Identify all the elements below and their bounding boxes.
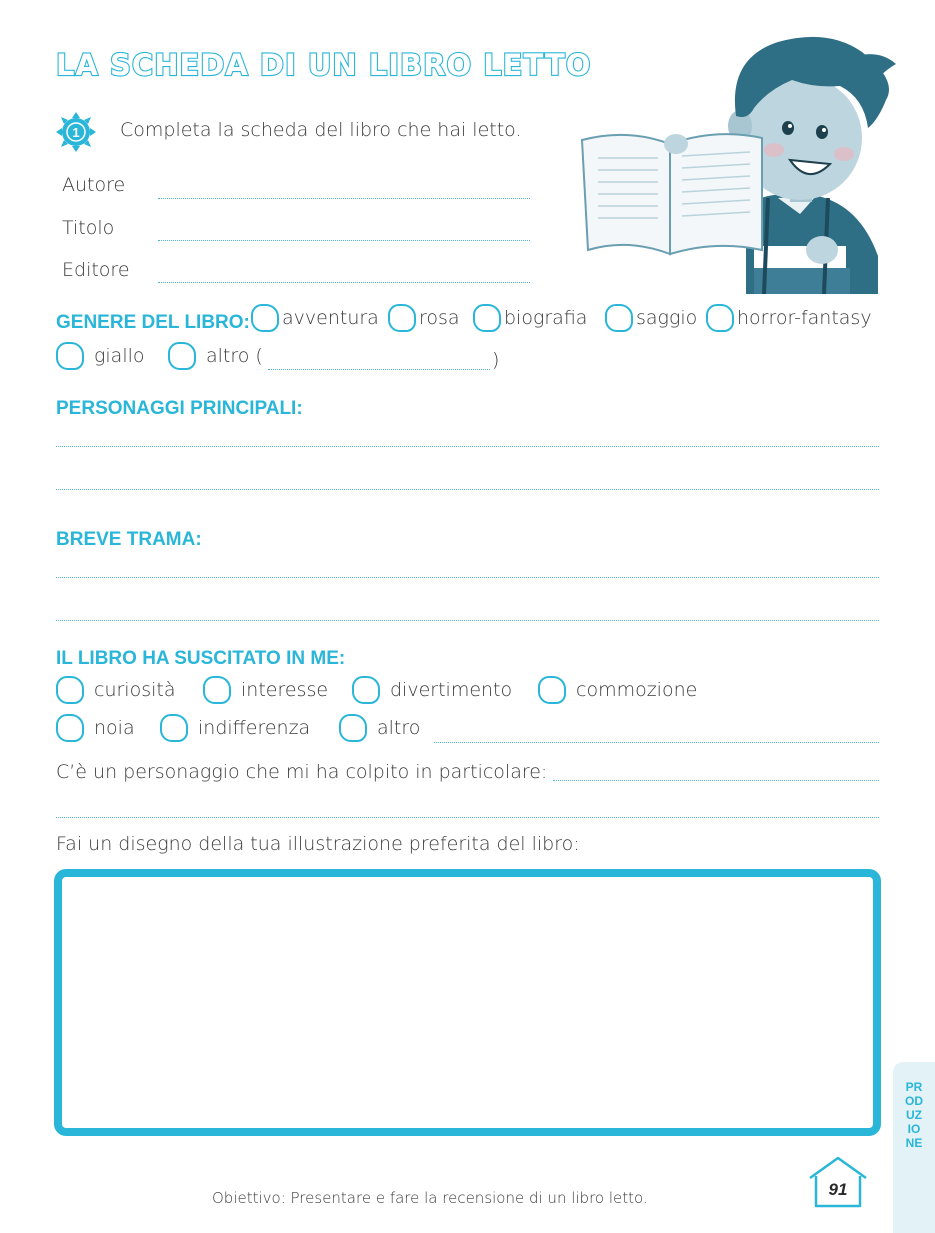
checkbox[interactable] <box>352 676 380 704</box>
checkbox[interactable] <box>538 676 566 704</box>
genre-close-paren: ) <box>492 349 500 371</box>
plot-line-1[interactable] <box>56 577 879 578</box>
genre-option-horror-fantasy[interactable]: horror-fantasy <box>706 304 872 332</box>
svg-text:1: 1 <box>72 125 80 140</box>
boy-with-book-illustration <box>578 28 900 294</box>
feeling-other-line[interactable] <box>434 742 879 743</box>
instruction-number-icon <box>56 112 96 152</box>
checkbox[interactable] <box>473 304 501 332</box>
drawing-prompt: Fai un disegno della tua illustrazione preferita del libro: <box>56 833 580 855</box>
genre-heading: GENERE DEL LIBRO: <box>56 312 250 333</box>
genre-option-romance[interactable]: rosa <box>388 304 460 332</box>
genre-option-other[interactable]: altro ( <box>168 342 263 370</box>
feeling-option-other[interactable]: altro <box>339 714 420 742</box>
characters-line-2[interactable] <box>56 489 879 490</box>
checkbox[interactable] <box>251 304 279 332</box>
author-line[interactable] <box>158 198 530 199</box>
section-side-tab-label: PRODUZIONE <box>905 1080 923 1150</box>
feeling-option-boredom[interactable]: noia <box>56 714 135 742</box>
author-label: Autore <box>62 174 126 196</box>
checkbox[interactable] <box>168 342 196 370</box>
checkbox[interactable] <box>605 304 633 332</box>
feeling-option-indifference[interactable]: indifferenza <box>160 714 310 742</box>
publisher-label: Editore <box>62 259 130 281</box>
genre-option-adventure[interactable]: avventura <box>251 304 379 332</box>
plot-heading: BREVE TRAMA: <box>56 529 202 550</box>
feeling-option-emotion[interactable]: commozione <box>538 676 697 704</box>
feeling-option-curiosity[interactable]: curiosità <box>56 676 175 704</box>
checkbox[interactable] <box>56 342 84 370</box>
characters-line-1[interactable] <box>56 446 879 447</box>
page-title: LA SCHEDA DI UN LIBRO LETTO <box>56 48 592 82</box>
feeling-option-interest[interactable]: interesse <box>203 676 328 704</box>
page-number-badge <box>806 1154 870 1210</box>
publisher-line[interactable] <box>158 282 530 283</box>
genre-option-biography[interactable]: biografia <box>473 304 587 332</box>
character-answer-line-2[interactable] <box>56 817 879 818</box>
genre-option-thriller[interactable]: giallo <box>56 342 145 370</box>
checkbox[interactable] <box>706 304 734 332</box>
genre-other-line[interactable] <box>268 369 490 370</box>
characters-heading: PERSONAGGI PRINCIPALI: <box>56 398 303 419</box>
checkbox[interactable] <box>56 676 84 704</box>
checkbox[interactable] <box>388 304 416 332</box>
feeling-option-fun[interactable]: divertimento <box>352 676 512 704</box>
title-line[interactable] <box>158 240 530 241</box>
checkbox[interactable] <box>160 714 188 742</box>
page-number: 91 <box>828 1180 848 1199</box>
title-label: Titolo <box>62 217 115 239</box>
genre-option-essay[interactable]: saggio <box>605 304 697 332</box>
plot-line-2[interactable] <box>56 620 879 621</box>
feelings-heading: IL LIBRO HA SUSCITATO IN ME: <box>56 648 346 669</box>
instruction-text: Completa la scheda del libro che hai letto. <box>120 119 522 141</box>
character-answer-line-1[interactable] <box>553 780 879 781</box>
checkbox[interactable] <box>203 676 231 704</box>
character-question: C’è un personaggio che mi ha colpito in particolare: <box>56 761 548 783</box>
checkbox[interactable] <box>56 714 84 742</box>
checkbox[interactable] <box>339 714 367 742</box>
drawing-area[interactable] <box>54 869 881 1136</box>
footer-objective: Obiettivo: Presentare e fare la recensione di un libro letto. <box>212 1189 648 1207</box>
